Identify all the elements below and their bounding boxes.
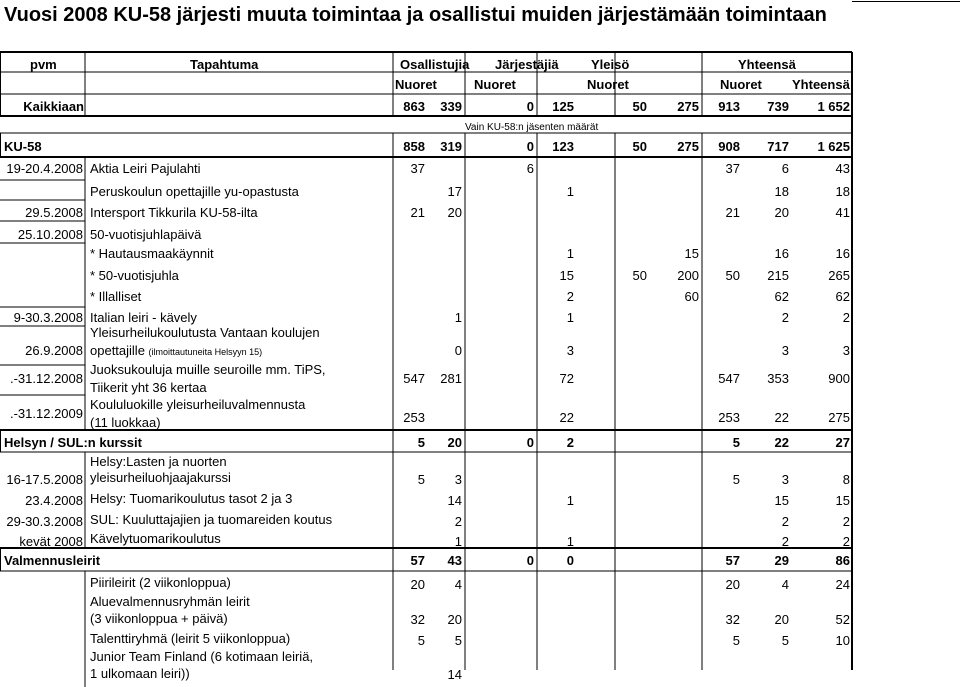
value-cell: 0 [526,553,534,568]
value-cell: 265 [828,268,850,283]
value-cell: 15 [774,493,789,508]
value-cell: 15 [684,246,699,261]
top-rule [852,1,960,2]
value-cell: 5 [732,472,740,487]
value-cell: 2 [781,534,789,549]
value-cell: 1 [566,534,574,549]
value-cell: 339 [440,99,462,114]
page-title: Vuosi 2008 KU-58 järjesti muuta toimintaa ja osallistui muiden järjestämään toimintaan [4,4,827,26]
value-cell: 15 [835,493,850,508]
koul-line1: Koululuokille yleisurheiluvalmennusta [90,397,306,412]
value-cell: 3 [781,472,789,487]
value-cell: 275 [677,139,699,154]
header-yhteensa2: Yhteensä [792,77,850,92]
value-cell: 353 [767,371,789,386]
value-cell: 57 [725,553,740,568]
kaikkiaan-label: Kaikkiaan [23,99,84,114]
value-cell: 37 [410,161,425,176]
value-cell: 32 [410,612,425,627]
header-nuoret: Nuoret [474,77,516,92]
value-cell: 18 [835,184,850,199]
helsy2-date: 23.4.2008 [25,493,83,508]
value-cell: 20 [410,577,425,592]
ylei-line1: Yleisurheilukoulutusta Vantaan koulujen [90,325,320,340]
value-cell: 3 [454,472,462,487]
value-cell: 43 [835,161,850,176]
value-cell: 16 [774,246,789,261]
value-cell: 1 625 [817,139,850,154]
value-cell: 1 [566,246,574,261]
row-event: * Hautausmaakäynnit [90,246,214,261]
header-nuoret: Nuoret [587,77,629,92]
value-cell: 913 [718,99,740,114]
value-cell: 60 [684,289,699,304]
header-pvm: pvm [30,57,57,72]
value-cell: 2 [781,514,789,529]
ku58-label: KU-58 [4,139,42,154]
value-cell: 57 [410,553,425,568]
value-cell: 215 [767,268,789,283]
value-cell: 52 [835,612,850,627]
helsyn-label: Helsyn / SUL:n kurssit [4,435,142,450]
juok-date: .-31.12.2008 [9,371,83,386]
value-cell: 21 [725,205,740,220]
value-cell: 253 [718,410,740,425]
value-cell: 1 [454,310,462,325]
value-cell: 17 [447,184,462,199]
value-cell: 50 [725,268,740,283]
value-cell: 0 [566,553,574,568]
value-cell: 1 [566,310,574,325]
value-cell: 6 [781,161,789,176]
value-cell: 22 [559,410,574,425]
value-cell: 2 [842,534,850,549]
ylei-line2: opettajille (ilmoittautuneita Helsyyn 15) [90,343,263,358]
value-cell: 2 [454,514,462,529]
value-cell: 863 [403,99,425,114]
value-cell: 8 [842,472,850,487]
value-cell: 0 [526,139,534,154]
value-cell: 125 [552,99,574,114]
row-event: Italian leiri - kävely [90,310,197,325]
koul-line2: (11 luokkaa) [90,415,161,430]
value-cell: 5 [454,633,462,648]
value-cell: 275 [677,99,699,114]
sul-date: 29-30.3.2008 [6,514,83,529]
value-cell: 717 [767,139,789,154]
juok-line1: Juoksukouluja muille seuroille mm. TiPS, [90,362,326,377]
value-cell: 10 [835,633,850,648]
value-cell: 253 [403,410,425,425]
value-cell: 200 [677,268,699,283]
value-cell: 6 [526,161,534,176]
value-cell: 50 [632,99,647,114]
value-cell: 1 [566,493,574,508]
sul-event: SUL: Kuuluttajajien ja tuomareiden koutus [90,512,333,527]
value-cell: 72 [559,371,574,386]
value-cell: 2 [781,310,789,325]
junior-line1: Junior Team Finland (6 kotimaan leiriä, [90,649,314,664]
koul-date: .-31.12.2009 [9,406,83,421]
row-event: Aktia Leiri Pajulahti [90,161,201,176]
note: Vain KU-58:n jäsenten määrät [465,122,599,133]
value-cell: 5 [417,435,425,450]
alue-line2: (3 viikonloppua + päivä) [90,611,228,626]
value-cell: 2 [842,310,850,325]
row-event: Peruskoulun opettajille yu-opastusta [90,184,299,199]
value-cell: 281 [440,371,462,386]
value-cell: 20 [447,435,462,450]
value-cell: 5 [781,633,789,648]
alue-line1: Aluevalmennusryhmän leirit [90,594,250,609]
value-cell: 2 [566,435,574,450]
valm-label: Valmennusleirit [4,553,101,568]
value-cell: 5 [732,435,740,450]
row-date: 19-20.4.2008 [6,161,83,176]
value-cell: 0 [454,343,462,358]
value-cell: 20 [725,577,740,592]
value-cell: 20 [774,612,789,627]
junior-line2: 1 ulkomaan leiri)) [90,666,190,681]
value-cell: 275 [828,410,850,425]
value-cell: 43 [447,553,462,568]
value-cell: 18 [774,184,789,199]
helsy2-event: Helsy: Tuomarikoulutus tasot 2 ja 3 [90,491,293,506]
value-cell: 3 [781,343,789,358]
value-cell: 41 [835,205,850,220]
value-cell: 16 [835,246,850,261]
juok-line2: Tiikerit yht 36 kertaa [90,380,207,395]
header-nuoret: Nuoret [720,77,762,92]
value-cell: 37 [725,161,740,176]
value-cell: 1 [454,534,462,549]
ylei-note: (ilmoittautuneita Helsyyn 15) [148,347,263,357]
value-cell: 14 [447,493,462,508]
value-cell: 50 [632,268,647,283]
value-cell: 900 [828,371,850,386]
value-cell: 0 [526,435,534,450]
row-date: 9-30.3.2008 [13,310,83,325]
header-tapahtuma: Tapahtuma [190,57,259,72]
header-yhteensa: Yhteensä [738,57,796,72]
helsy1-date: 16-17.5.2008 [6,472,83,487]
value-cell: 32 [725,612,740,627]
value-cell: 21 [410,205,425,220]
row-date: 29.5.2008 [25,205,83,220]
value-cell: 3 [566,343,574,358]
value-cell: 2 [842,514,850,529]
header-osallistujia: Osallistujia [400,57,470,72]
value-cell: 1 [566,184,574,199]
ylei-date: 26.9.2008 [25,343,83,358]
header-jarjestajia: Järjestäjiä [495,57,559,72]
row-date: 25.10.2008 [17,227,83,242]
value-cell: 27 [835,435,850,450]
value-cell: 319 [440,139,462,154]
value-cell: 15 [559,268,574,283]
row-event: * Illalliset [90,289,142,304]
value-cell: 14 [447,667,462,682]
value-cell: 547 [403,371,425,386]
value-cell: 1 652 [817,99,850,114]
value-cell: 50 [632,139,647,154]
value-cell: 20 [774,205,789,220]
helsy1-line1: Helsy:Lasten ja nuorten [90,454,227,469]
value-cell: 24 [835,577,850,592]
value-cell: 2 [566,289,574,304]
header-yleiso: Yleisö [591,57,630,72]
value-cell: 908 [718,139,740,154]
value-cell: 29 [774,553,789,568]
value-cell: 3 [842,343,850,358]
value-cell: 86 [835,553,850,568]
value-cell: 858 [403,139,425,154]
kevat-event: Kävelytuomarikoulutus [90,531,221,546]
value-cell: 4 [454,577,462,592]
helsy1-line2: yleisurheiluohjaajakurssi [90,470,231,485]
value-cell: 5 [417,472,425,487]
value-cell: 739 [767,99,789,114]
value-cell: 22 [774,435,789,450]
kevat-date: kevät 2008 [19,534,83,549]
value-cell: 123 [552,139,574,154]
row-event: Intersport Tikkurila KU-58-ilta [90,205,258,220]
value-cell: 4 [781,577,789,592]
row-event: 50-vuotisjuhlapäivä [90,227,202,242]
piiri-event: Piirileirit (2 viikonloppua) [90,575,231,590]
value-cell: 5 [417,633,425,648]
value-cell: 5 [732,633,740,648]
value-cell: 20 [447,205,462,220]
value-cell: 62 [835,289,850,304]
talent-event: Talenttiryhmä (leirit 5 viikonloppua) [90,631,291,646]
value-cell: 62 [774,289,789,304]
value-cell: 547 [718,371,740,386]
value-cell: 0 [526,99,534,114]
value-cell: 20 [447,612,462,627]
header-nuoret: Nuoret [395,77,437,92]
row-event: * 50-vuotisjuhla [90,268,179,283]
value-cell: 22 [774,410,789,425]
